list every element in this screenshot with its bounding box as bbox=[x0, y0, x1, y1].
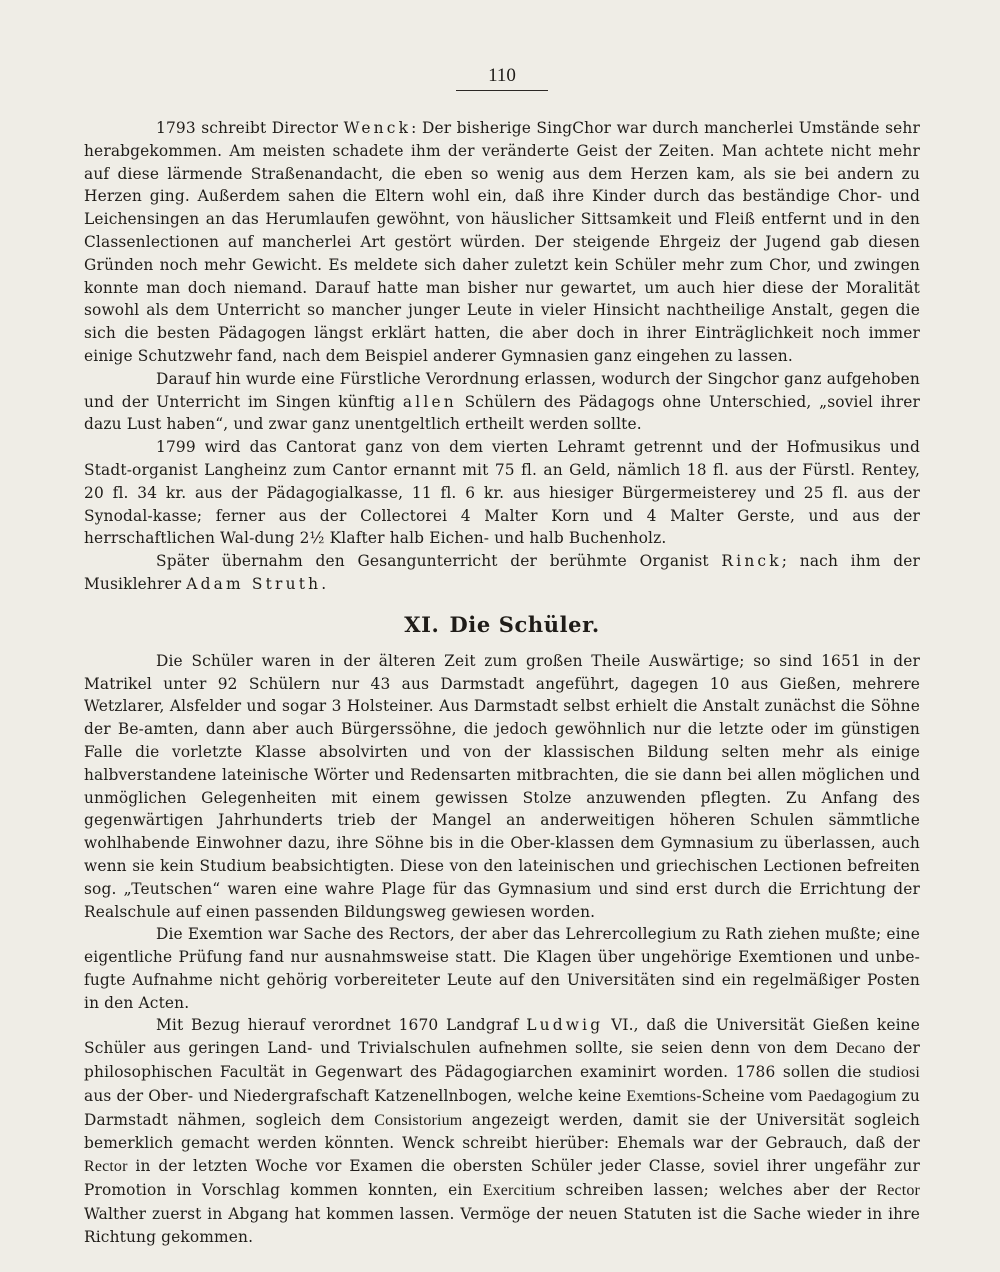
text-run: schreiben lassen; welches aber der bbox=[555, 1181, 877, 1200]
latin-term: Decano bbox=[835, 1040, 886, 1058]
latin-term: Consistorium bbox=[374, 1111, 463, 1129]
latin-term: Exercitium bbox=[482, 1182, 556, 1200]
section-numeral: XI. bbox=[404, 611, 440, 637]
paragraph-p3 bbox=[84, 436, 920, 550]
text-run: zu Darmstadt nähmen, sogleich dem bbox=[84, 1086, 920, 1129]
latin-term: Rector bbox=[84, 1158, 128, 1176]
paragraph-p4 bbox=[84, 550, 920, 596]
text-run: -Scheine vom bbox=[696, 1086, 808, 1105]
document-page bbox=[84, 58, 921, 1246]
text-run: Die Schüler waren in der älteren Zeit zum großen Theile Auswärtige; so sind 1651 in der Matrikel unter 92 Schülern nur 43 aus Darmstadt angeführt, dagegen 10 aus Gießen, mehrere Wetzlarer, Alsfelder und sogar 3 Holsteiner. Aus Darmstadt selbst erhielt die Anstalt zunächst die Söhne der Be-amten, dann aber auch Bürgerssöhne, die jedoch gewöhnlich nur die letzte oder im günstigen Falle die vorletzte Klasse absolvirten und von der klassischen Bildung selten mehr als einige halbverstandene lateinische Wörter und Redensarten mitbrachten, die sie dann bei allen möglichen und unmöglichen Gelegenheiten mit einem gewissen Stolze anzuwenden pflegten. Zu Anfang des gegenwärtigen Jahrhunderts trieb der Mangel an anderweitigen höheren Schulen sämmtliche wohlhabende Einwohner dazu, ihre Söhne bis in die Ober-klassen dem Gymnasium zu überlassen, auch wenn sie kein Studium beabsichtigten. Diese von den lateinischen und griechischen Lectionen befreiten sog. „Teutschen“ waren eine wahre Plage für das Gymnasium und sind erst durch die Errichtung der Realschule auf einen passenden Bildungsweg gewiesen worden. bbox=[84, 651, 920, 921]
paragraphs-before-section bbox=[84, 117, 920, 596]
text-run: der philosophischen Facultät in Gegenwart des Pädagogiarchen examinirt worden. 1786 sollen die bbox=[84, 1039, 921, 1082]
spaced-name: Wenck bbox=[343, 119, 412, 137]
text-run: : Der bisherige SingChor war durch mancherlei Umstände sehr herabgekommen. Am meisten schadete ihm der veränderte Geist der Zeiten. Man achtete nicht mehr auf diese lärmende Straßenandacht, die eben so wenig aus dem Herzen kam, als sie bei andern zu Herzen ging. Außerdem sahen die Eltern wohl ein, daß ihre Kinder durch das beständige Chor- und Leichensingen an das Herumlaufen gewöhnt, von häuslicher Sittsamkeit und Fleiß entfernt und in den Classenlectionen auf mancherlei Art gestört würden. Der steigende Ehrgeiz der Jugend gab diesen Gründen noch mehr Gewicht. Es meldete sich daher zuletzt kein Schüler mehr zum Chor, und zwingen konnte man doch niemand. Darauf hatte man bisher nur gewartet, um auch hier diese der Moralität sowohl als dem Unterricht so mancher junger Leute in vieler Hinsicht nachtheilige Anstalt, gegen die sich die besten Pädagogen längst erklärt hatten, die aber doch in ihrer Einträglichkeit noch immer einige Schutzwehr fand, nach dem Beispiel anderer Gymnasien ganz eingehen zu lassen. bbox=[84, 119, 920, 365]
paragraph-p7 bbox=[84, 1014, 920, 1248]
section-heading bbox=[84, 610, 920, 640]
text-run: in der letzten Woche vor Examen die obersten Schüler jeder Classe, soviel ihrer ungefähr zur Promotion in Vorschlag kommen konnten, ein bbox=[84, 1157, 920, 1200]
spaced-name: Adam Struth bbox=[186, 574, 322, 593]
text-run: ; nach ihm der Musiklehrer bbox=[84, 552, 920, 593]
paragraph-p1 bbox=[84, 117, 920, 368]
page-number-rule bbox=[456, 90, 548, 91]
text-run: Später übernahm den Gesangunterricht der berühmte Organist bbox=[156, 552, 722, 571]
section-title: Die Schüler. bbox=[449, 611, 600, 637]
spaced-name: Rinck bbox=[721, 552, 782, 571]
paragraph-p2 bbox=[84, 368, 920, 436]
paragraph-p5 bbox=[84, 650, 920, 924]
text-run: angezeigt werden, damit sie der Universität sogleich bemerklich gemacht werden könnten. Wenck schreibt hierüber: Ehemals war der Gebrauch, daß der bbox=[84, 1110, 920, 1153]
text-run: Mit Bezug hierauf verordnet 1670 Landgraf bbox=[156, 1016, 527, 1035]
text-run: Die Exemtion war Sache des Rectors, der aber das Lehrercollegium zu Rath ziehen mußte; eine eigentliche Prüfung fand nur ausnahmsweise statt. Die Klagen über ungehörige Exemtionen und unbe-fugte Aufnahme nicht gehörig vorbereiteter Leute auf den Universitäten sind ein regelmäßiger Posten in den Acten. bbox=[84, 925, 920, 1012]
latin-term: Rector bbox=[876, 1182, 920, 1200]
text-run: 1793 schreibt Director bbox=[156, 119, 344, 137]
paragraphs-after-section bbox=[84, 650, 920, 1249]
text-run: Walther zuerst in Abgang hat kommen lassen. Vermöge der neuen Statuten ist die Sache wieder in ihre Richtung gekommen. bbox=[84, 1204, 920, 1246]
text-run: 1799 wird das Cantorat ganz von dem vierten Lehramt getrennt und der Hofmusikus und Stadt-organist Langheinz zum Cantor ernannt mit 75 fl. an Geld, nämlich 18 fl. aus der Fürstl. Rentey, 20 fl. 34 kr. aus der Pädagogialkasse, 11 fl. 6 kr. aus hiesiger Bürgermeisterey und 25 fl. aus der Synodal-kasse; ferner aus der Collectorei 4 Malter Korn und 4 Malter Gerste, und aus der herrschaftlichen Wal-dung 2½ Klafter halb Eichen- und halb Buchenholz. bbox=[84, 438, 920, 548]
body-text bbox=[84, 117, 920, 1248]
text-run: Schülern des Pädagogs ohne Unterschied, „soviel ihrer dazu Lust haben“, und zwar ganz unentgeltlich ertheilt werden sollte. bbox=[84, 392, 921, 434]
text-run: Darauf hin wurde eine Fürstliche Verordnung erlassen, wodurch der Singchor ganz aufgehoben und der Unterricht im Singen künftig bbox=[84, 369, 920, 411]
latin-term: Exemtions bbox=[626, 1087, 697, 1105]
spaced-name: Ludwig bbox=[526, 1016, 604, 1035]
paragraph-p6 bbox=[84, 923, 920, 1014]
text-run: VI., daß die Universität Gießen keine Schüler aus geringen Land- und Trivialschulen aufnehmen sollte, sie seien denn von dem bbox=[84, 1016, 920, 1058]
latin-term: Paedagogium bbox=[807, 1087, 897, 1105]
page-number: 110 bbox=[488, 65, 516, 86]
latin-term: studiosi bbox=[869, 1064, 920, 1082]
spaced-name: allen bbox=[402, 392, 457, 411]
text-run: . bbox=[321, 574, 327, 593]
text-run: aus der Ober- und Niedergrafschaft Katzenellnbogen, welche keine bbox=[84, 1086, 627, 1105]
